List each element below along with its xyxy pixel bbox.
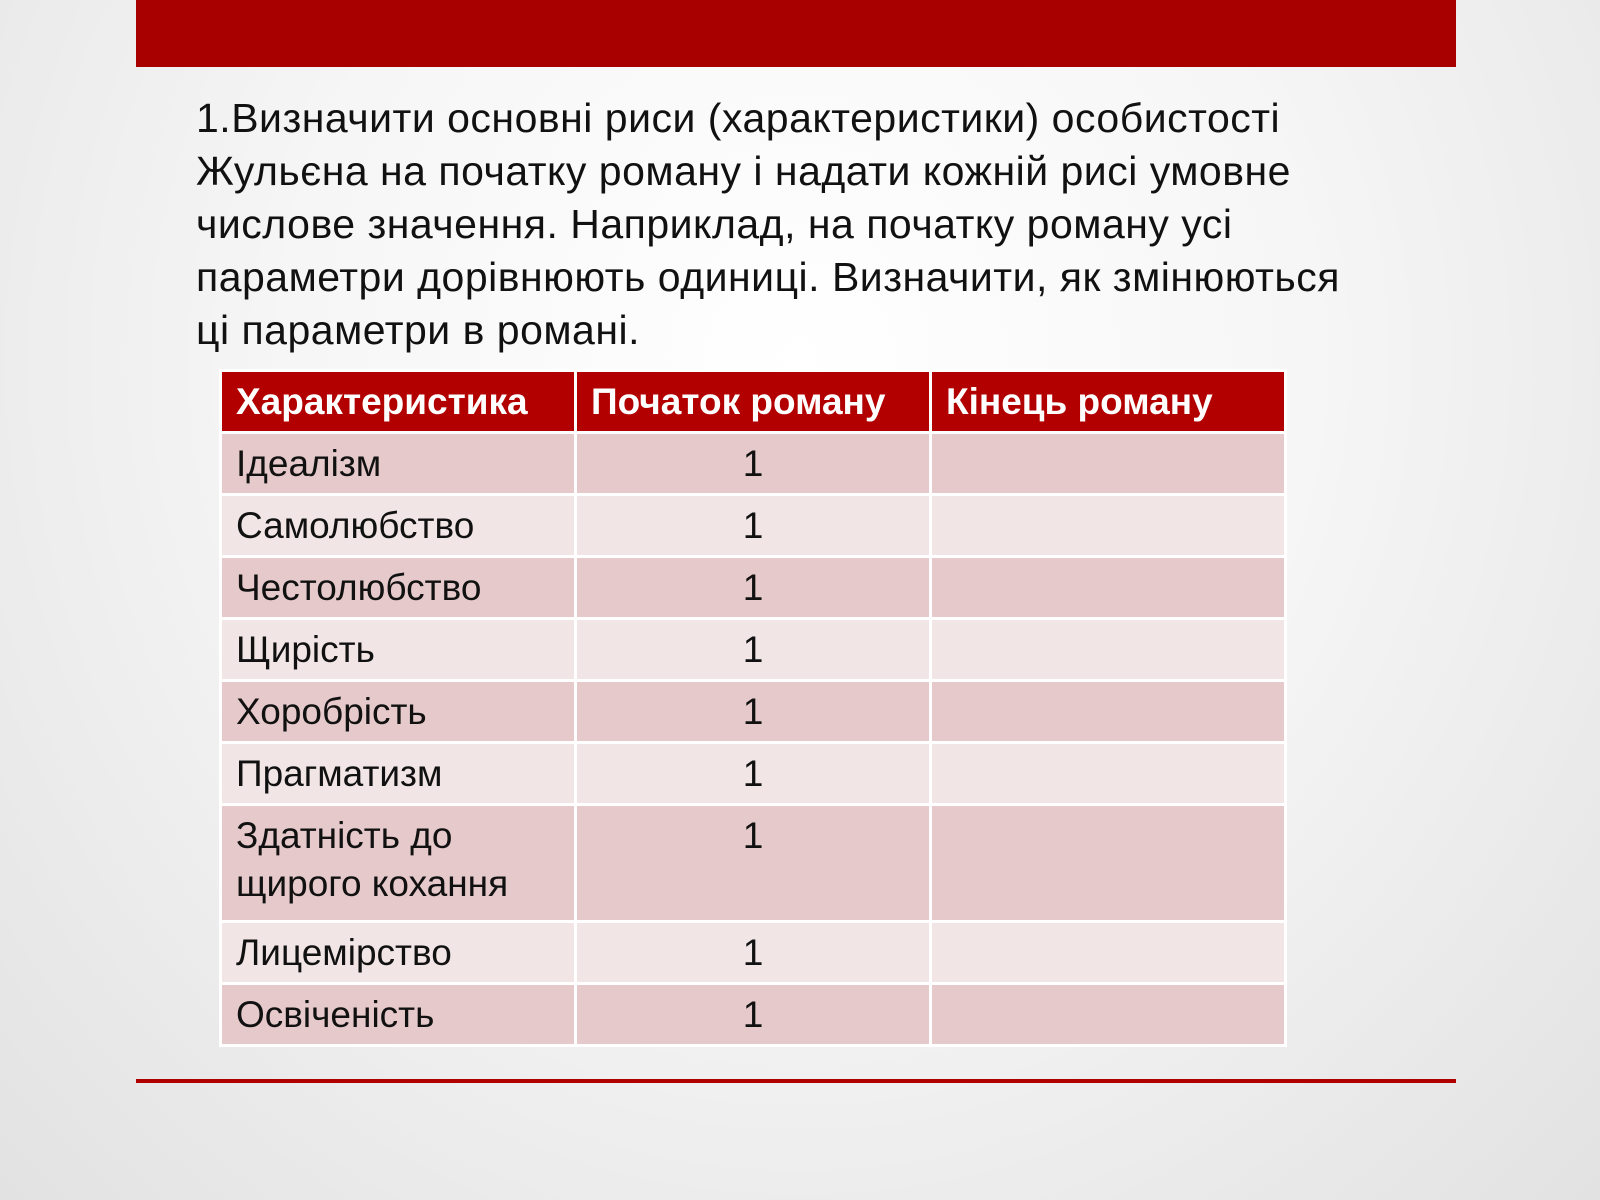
start-value-cell: 1 <box>576 922 931 984</box>
start-value-cell: 1 <box>576 984 931 1046</box>
bottom-accent-rule <box>136 1079 1456 1083</box>
trait-cell: Здатність до щирого кохання <box>221 805 576 922</box>
header-characteristic: Характеристика <box>221 371 576 433</box>
start-value-cell: 1 <box>576 805 931 922</box>
traits-table-container <box>219 369 1287 1047</box>
end-value-cell <box>931 557 1286 619</box>
end-value-cell <box>931 619 1286 681</box>
trait-cell: Прагматизм <box>221 743 576 805</box>
trait-cell: Самолюбство <box>221 495 576 557</box>
header-novel-start: Початок роману <box>576 371 931 433</box>
trait-cell: Хоробрість <box>221 681 576 743</box>
start-value-cell: 1 <box>576 495 931 557</box>
table-row <box>221 984 1286 1046</box>
end-value-cell <box>931 984 1286 1046</box>
start-value-cell: 1 <box>576 619 931 681</box>
traits-table <box>219 369 1287 1047</box>
trait-cell: Освіченість <box>221 984 576 1046</box>
end-value-cell <box>931 922 1286 984</box>
table-header-row <box>221 371 1286 433</box>
table-row <box>221 495 1286 557</box>
end-value-cell <box>931 495 1286 557</box>
trait-cell: Ідеалізм <box>221 433 576 495</box>
end-value-cell <box>931 433 1286 495</box>
end-value-cell <box>931 743 1286 805</box>
trait-cell: Щирість <box>221 619 576 681</box>
table-row <box>221 681 1286 743</box>
table-row <box>221 433 1286 495</box>
trait-cell: Честолюбство <box>221 557 576 619</box>
start-value-cell: 1 <box>576 557 931 619</box>
trait-cell: Лицемірство <box>221 922 576 984</box>
task-instruction: 1.Визначити основні риси (характеристики) особистості Жульєна на початку роману і надати кожній рисі умовне числове значення. Наприклад, на початку роману усі параметри дорівнюють одиниці. Визначити, як змінюються ці параметри в романі. <box>196 95 1340 353</box>
start-value-cell: 1 <box>576 681 931 743</box>
end-value-cell <box>931 805 1286 922</box>
table-row <box>221 922 1286 984</box>
table-row <box>221 743 1286 805</box>
end-value-cell <box>931 681 1286 743</box>
start-value-cell: 1 <box>576 433 931 495</box>
table-row <box>221 557 1286 619</box>
table-row <box>221 619 1286 681</box>
start-value-cell: 1 <box>576 743 931 805</box>
top-accent-bar <box>136 0 1456 67</box>
table-row <box>221 805 1286 922</box>
header-novel-end: Кінець роману <box>931 371 1286 433</box>
